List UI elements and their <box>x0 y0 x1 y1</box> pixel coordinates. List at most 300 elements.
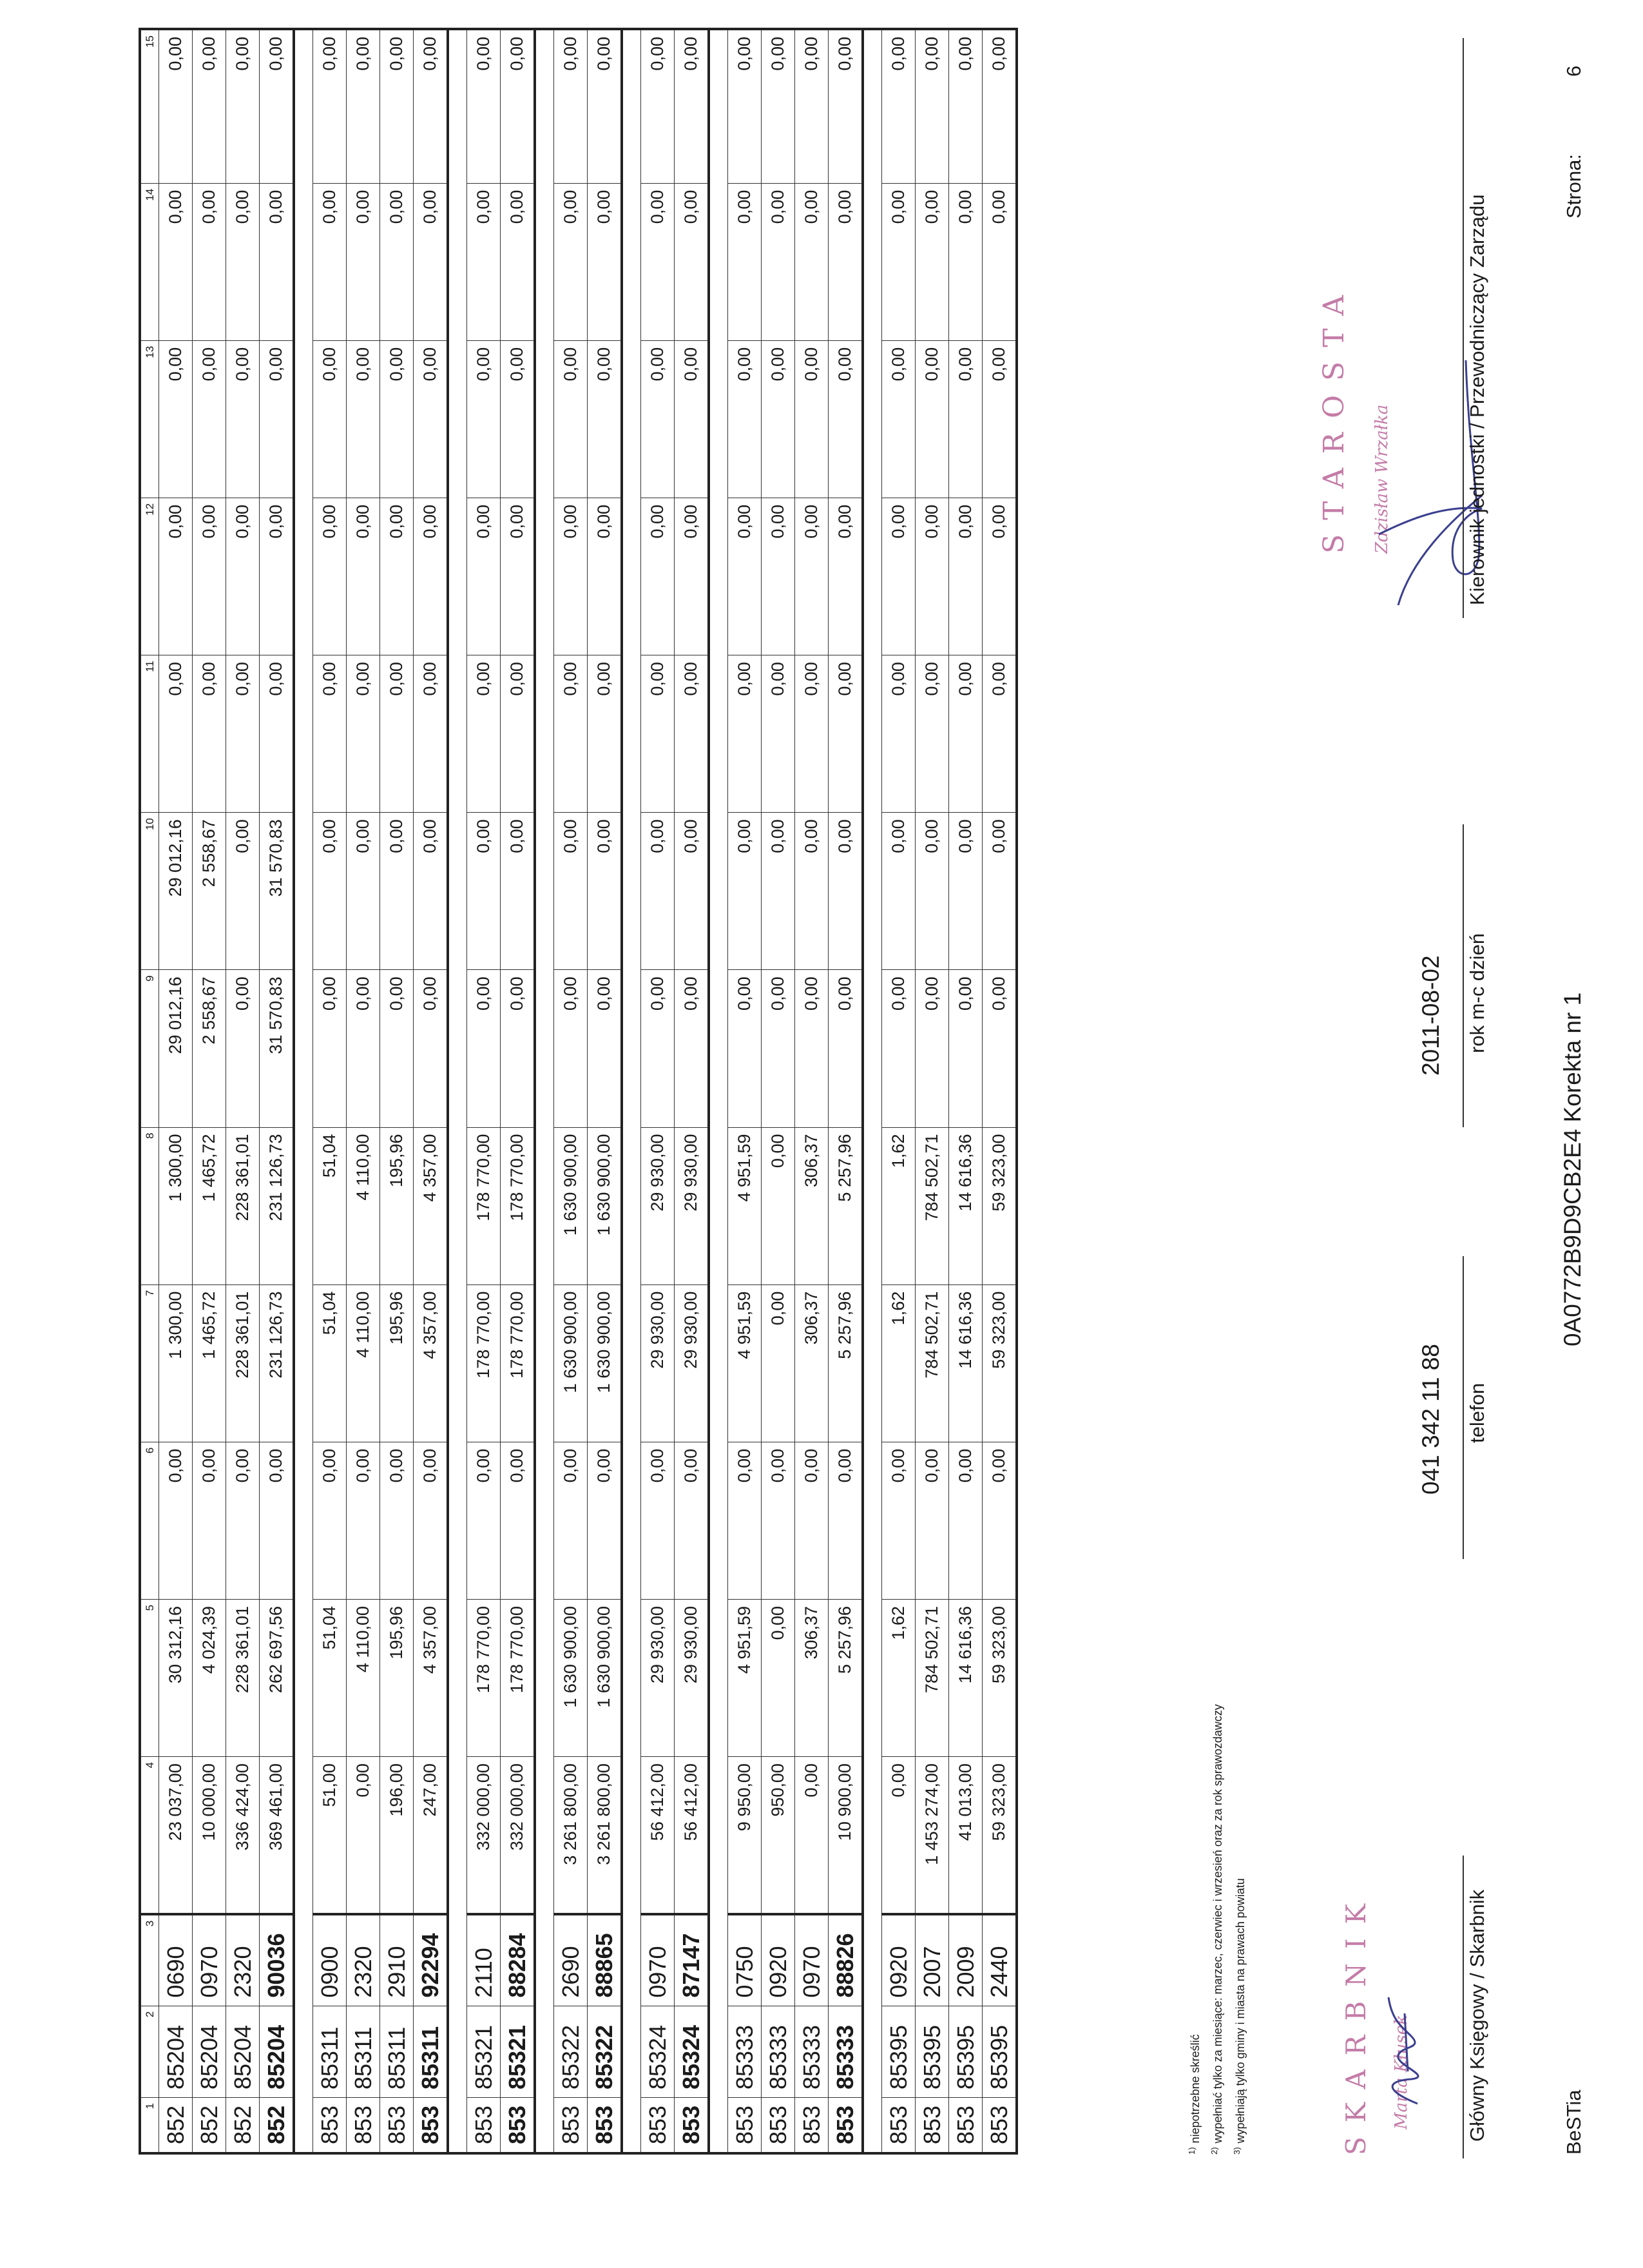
cell-chapter: 85311 <box>313 2006 347 2097</box>
cell-amount: 51,04 <box>313 1127 347 1284</box>
cell-amount: 5 257,96 <box>829 1599 863 1756</box>
cell-amount: 950,00 <box>762 1757 795 1914</box>
cell-amount: 0,00 <box>501 970 535 1127</box>
table-row <box>641 29 675 2153</box>
cell-amount: 195,96 <box>380 1127 414 1284</box>
cell-paragraph: 0750 <box>728 1914 762 2006</box>
cell-amount: 14 616,36 <box>949 1284 983 1442</box>
cell-amount: 0,00 <box>675 183 709 340</box>
cell-amount: 0,00 <box>313 183 347 340</box>
cell-amount: 0,00 <box>588 183 622 340</box>
cell-amount: 0,00 <box>380 1442 414 1599</box>
cell-chapter: 85311 <box>380 2006 414 2097</box>
cell-amount: 0,00 <box>588 813 622 970</box>
cell-paragraph: 0970 <box>193 1914 226 2006</box>
cell-amount: 0,00 <box>795 1442 829 1599</box>
column-number: 8 <box>140 1127 159 1284</box>
cell-amount: 0,00 <box>347 498 380 655</box>
cell-amount: 0,00 <box>193 340 226 498</box>
cell-amount: 0,00 <box>916 498 949 655</box>
cell-amount: 0,00 <box>588 655 622 813</box>
cell-amount: 306,37 <box>795 1599 829 1756</box>
spacer-cell <box>535 29 554 2153</box>
cell-amount: 0,00 <box>467 340 501 498</box>
cell-amount: 0,00 <box>260 183 294 340</box>
cell-amount: 9 950,00 <box>728 1757 762 1914</box>
cell-amount: 0,00 <box>226 340 260 498</box>
cell-amount: 231 126,73 <box>260 1127 294 1284</box>
cell-amount: 0,00 <box>260 655 294 813</box>
cell-amount: 0,00 <box>795 498 829 655</box>
cell-amount: 0,00 <box>347 29 380 183</box>
cell-amount: 5 257,96 <box>829 1127 863 1284</box>
cell-chapter: 85311 <box>347 2006 380 2097</box>
cell-amount: 0,00 <box>226 655 260 813</box>
data-table <box>139 28 1018 2155</box>
cell-amount: 0,00 <box>313 970 347 1127</box>
cell-amount: 0,00 <box>380 340 414 498</box>
cell-amount: 51,00 <box>313 1757 347 1914</box>
cell-amount: 0,00 <box>467 655 501 813</box>
cell-section: 853 <box>588 2098 622 2153</box>
cell-amount: 1 630 900,00 <box>554 1127 588 1284</box>
cell-paragraph: 88865 <box>588 1914 622 2006</box>
cell-amount: 0,00 <box>501 340 535 498</box>
cell-amount: 0,00 <box>159 655 193 813</box>
cell-chapter: 85204 <box>226 2006 260 2097</box>
cell-amount: 1 465,72 <box>193 1127 226 1284</box>
cell-amount: 0,00 <box>414 340 448 498</box>
table-row <box>554 29 588 2153</box>
cell-amount: 0,00 <box>728 655 762 813</box>
column-number: 13 <box>140 340 159 498</box>
cell-amount: 59 323,00 <box>983 1127 1017 1284</box>
cell-chapter: 85322 <box>554 2006 588 2097</box>
cell-amount: 178 770,00 <box>467 1127 501 1284</box>
cell-amount: 0,00 <box>641 813 675 970</box>
treasurer-signature <box>1372 1981 1443 2110</box>
cell-amount: 0,00 <box>554 655 588 813</box>
cell-amount: 0,00 <box>916 970 949 1127</box>
cell-amount: 0,00 <box>949 970 983 1127</box>
cell-section: 853 <box>728 2098 762 2153</box>
cell-amount: 0,00 <box>675 498 709 655</box>
section-spacer <box>709 29 728 2153</box>
cell-amount: 0,00 <box>313 1442 347 1599</box>
cell-amount: 0,00 <box>380 183 414 340</box>
accountant-signature-line <box>1463 1856 1464 2158</box>
table-total-row <box>414 29 448 2153</box>
cell-amount: 0,00 <box>588 970 622 1127</box>
cell-amount: 0,00 <box>762 29 795 183</box>
cell-amount: 0,00 <box>829 655 863 813</box>
cell-amount: 0,00 <box>414 1442 448 1599</box>
cell-amount: 0,00 <box>159 29 193 183</box>
cell-amount: 0,00 <box>159 340 193 498</box>
cell-amount: 23 037,00 <box>159 1757 193 1914</box>
head-label: Kierownik jednostki / Przewodniczący Zarządu <box>1466 194 1488 605</box>
cell-amount: 0,00 <box>983 970 1017 1127</box>
cell-amount: 306,37 <box>795 1284 829 1442</box>
cell-amount: 0,00 <box>762 655 795 813</box>
cell-section: 852 <box>226 2098 260 2153</box>
cell-amount: 1 465,72 <box>193 1284 226 1442</box>
table-row <box>916 29 949 2153</box>
cell-paragraph: 2440 <box>983 1914 1017 2006</box>
cell-amount: 41 013,00 <box>949 1757 983 1914</box>
cell-amount: 29 930,00 <box>675 1127 709 1284</box>
cell-amount: 0,00 <box>226 813 260 970</box>
cell-amount: 4 951,59 <box>728 1599 762 1756</box>
cell-amount: 56 412,00 <box>641 1757 675 1914</box>
cell-amount: 0,00 <box>380 498 414 655</box>
cell-amount: 0,00 <box>226 970 260 1127</box>
cell-amount: 0,00 <box>313 655 347 813</box>
cell-amount: 0,00 <box>983 1442 1017 1599</box>
cell-amount: 0,00 <box>728 340 762 498</box>
cell-chapter: 85333 <box>762 2006 795 2097</box>
cell-amount: 0,00 <box>762 1284 795 1442</box>
cell-amount: 29 930,00 <box>675 1599 709 1756</box>
cell-amount: 0,00 <box>882 813 916 970</box>
cell-amount: 0,00 <box>916 1442 949 1599</box>
cell-paragraph: 88284 <box>501 1914 535 2006</box>
cell-section: 853 <box>829 2098 863 2153</box>
cell-section: 852 <box>260 2098 294 2153</box>
column-number: 10 <box>140 813 159 970</box>
cell-amount: 29 012,16 <box>159 970 193 1127</box>
column-number: 11 <box>140 655 159 813</box>
cell-amount: 1,62 <box>882 1284 916 1442</box>
cell-paragraph: 2007 <box>916 1914 949 2006</box>
cell-amount: 0,00 <box>554 340 588 498</box>
cell-amount: 0,00 <box>467 813 501 970</box>
cell-amount: 0,00 <box>554 183 588 340</box>
treasurer-stamp: SKARBNIK <box>1340 1890 1372 2155</box>
cell-amount: 0,00 <box>193 498 226 655</box>
cell-amount: 0,00 <box>882 340 916 498</box>
cell-amount: 0,00 <box>380 29 414 183</box>
table-total-row <box>260 29 294 2153</box>
cell-amount: 29 930,00 <box>641 1599 675 1756</box>
footnote-3: $^{3)}$wypełniają tylko gminy i miasta na prawach powiatu <box>1232 1878 1247 2155</box>
cell-amount: 4 357,00 <box>414 1284 448 1442</box>
cell-amount: 0,00 <box>829 1442 863 1599</box>
date-label: rok m-c dzień <box>1466 933 1488 1053</box>
cell-amount: 59 323,00 <box>983 1284 1017 1442</box>
cell-paragraph: 2110 <box>467 1914 501 2006</box>
cell-amount: 1 300,00 <box>159 1127 193 1284</box>
cell-amount: 14 616,36 <box>949 1127 983 1284</box>
cell-chapter: 85311 <box>414 2006 448 2097</box>
cell-amount: 0,00 <box>728 813 762 970</box>
cell-amount: 0,00 <box>762 1442 795 1599</box>
cell-amount: 0,00 <box>313 340 347 498</box>
cell-amount: 0,00 <box>414 813 448 970</box>
column-number: 14 <box>140 183 159 340</box>
cell-amount: 306,37 <box>795 1127 829 1284</box>
cell-amount: 0,00 <box>728 1442 762 1599</box>
cell-amount: 0,00 <box>641 498 675 655</box>
cell-amount: 0,00 <box>762 970 795 1127</box>
cell-amount: 0,00 <box>347 340 380 498</box>
table-row <box>762 29 795 2153</box>
cell-amount: 0,00 <box>728 970 762 1127</box>
cell-amount: 0,00 <box>762 498 795 655</box>
table-total-row <box>675 29 709 2153</box>
cell-amount: 0,00 <box>882 970 916 1127</box>
cell-amount: 0,00 <box>641 183 675 340</box>
cell-amount: 0,00 <box>829 29 863 183</box>
cell-amount: 0,00 <box>467 498 501 655</box>
starosta-stamp: STAROSTA <box>1318 281 1350 554</box>
cell-amount: 0,00 <box>380 970 414 1127</box>
cell-amount: 59 323,00 <box>983 1599 1017 1756</box>
cell-amount: 784 502,71 <box>916 1127 949 1284</box>
cell-amount: 178 770,00 <box>501 1599 535 1756</box>
cell-amount: 0,00 <box>159 498 193 655</box>
column-number: 12 <box>140 498 159 655</box>
cell-paragraph: 0920 <box>882 1914 916 2006</box>
cell-amount: 369 461,00 <box>260 1757 294 1914</box>
cell-amount: 51,04 <box>313 1284 347 1442</box>
table-row <box>380 29 414 2153</box>
cell-amount: 0,00 <box>949 813 983 970</box>
treasurer-stamp-name: Marta Kłusek <box>1392 2015 1411 2129</box>
cell-amount: 1,62 <box>882 1599 916 1756</box>
cell-amount: 0,00 <box>347 813 380 970</box>
cell-amount: 0,00 <box>829 970 863 1127</box>
cell-amount: 0,00 <box>313 498 347 655</box>
cell-amount: 0,00 <box>260 1442 294 1599</box>
date-value: 2011-08-02 <box>1417 955 1444 1076</box>
column-number-row <box>140 29 159 2153</box>
cell-amount: 0,00 <box>882 1442 916 1599</box>
cell-amount: 0,00 <box>554 29 588 183</box>
cell-section: 853 <box>554 2098 588 2153</box>
cell-amount: 0,00 <box>675 655 709 813</box>
cell-amount: 29 930,00 <box>641 1127 675 1284</box>
cell-amount: 0,00 <box>347 183 380 340</box>
cell-amount: 4 110,00 <box>347 1127 380 1284</box>
cell-amount: 59 323,00 <box>983 1757 1017 1914</box>
cell-amount: 1 300,00 <box>159 1284 193 1442</box>
table-row <box>467 29 501 2153</box>
cell-amount: 0,00 <box>762 1127 795 1284</box>
cell-amount: 0,00 <box>501 183 535 340</box>
cell-amount: 0,00 <box>728 498 762 655</box>
table-row <box>193 29 226 2153</box>
cell-amount: 784 502,71 <box>916 1599 949 1756</box>
column-number: 1 <box>140 2098 159 2153</box>
cell-amount: 0,00 <box>728 183 762 340</box>
cell-amount: 0,00 <box>795 183 829 340</box>
cell-amount: 4 024,39 <box>193 1599 226 1756</box>
cell-amount: 228 361,01 <box>226 1284 260 1442</box>
footnote-2: $^{2)}$wypełniać tylko za miesiące: marzec, czerwiec i wrzesień oraz za rok sprawozdawczy <box>1209 1704 1224 2155</box>
cell-amount: 10 000,00 <box>193 1757 226 1914</box>
cell-amount: 0,00 <box>949 29 983 183</box>
cell-paragraph: 0690 <box>159 1914 193 2006</box>
cell-paragraph: 2690 <box>554 1914 588 2006</box>
cell-chapter: 85204 <box>260 2006 294 2097</box>
column-number: 15 <box>140 29 159 183</box>
cell-amount: 0,00 <box>380 813 414 970</box>
cell-amount: 178 770,00 <box>501 1284 535 1442</box>
starosta-stamp-name: Zdzisław Wrzałka <box>1372 404 1392 554</box>
cell-paragraph: 92294 <box>414 1914 448 2006</box>
cell-chapter: 85333 <box>795 2006 829 2097</box>
cell-amount: 0,00 <box>347 1442 380 1599</box>
cell-amount: 31 570,83 <box>260 813 294 970</box>
cell-section: 853 <box>641 2098 675 2153</box>
cell-amount: 0,00 <box>193 655 226 813</box>
cell-section: 853 <box>949 2098 983 2153</box>
cell-amount: 0,00 <box>949 183 983 340</box>
cell-amount: 0,00 <box>728 29 762 183</box>
cell-amount: 0,00 <box>829 340 863 498</box>
cell-section: 853 <box>795 2098 829 2153</box>
cell-paragraph: 2320 <box>347 1914 380 2006</box>
column-number: 9 <box>140 970 159 1127</box>
cell-chapter: 85395 <box>949 2006 983 2097</box>
table-body <box>140 29 1017 2153</box>
cell-amount: 0,00 <box>159 1442 193 1599</box>
cell-amount: 0,00 <box>675 1442 709 1599</box>
cell-amount: 178 770,00 <box>501 1127 535 1284</box>
spacer-cell <box>863 29 882 2153</box>
cell-amount: 0,00 <box>467 970 501 1127</box>
spacer-cell <box>294 29 313 2153</box>
cell-section: 852 <box>159 2098 193 2153</box>
cell-paragraph: 90036 <box>260 1914 294 2006</box>
cell-amount: 0,00 <box>554 498 588 655</box>
cell-amount: 0,00 <box>882 1757 916 1914</box>
cell-paragraph: 2009 <box>949 1914 983 2006</box>
cell-amount: 0,00 <box>414 655 448 813</box>
cell-amount: 0,00 <box>983 655 1017 813</box>
cell-paragraph: 0970 <box>795 1914 829 2006</box>
spacer-cell <box>709 29 728 2153</box>
cell-amount: 0,00 <box>226 29 260 183</box>
column-number: 6 <box>140 1442 159 1599</box>
cell-amount: 332 000,00 <box>501 1757 535 1914</box>
column-number: 3 <box>140 1914 159 2006</box>
cell-amount: 196,00 <box>380 1757 414 1914</box>
cell-chapter: 85333 <box>728 2006 762 2097</box>
cell-amount: 3 261 800,00 <box>588 1757 622 1914</box>
cell-amount: 0,00 <box>762 340 795 498</box>
table-total-row <box>588 29 622 2153</box>
cell-amount: 336 424,00 <box>226 1757 260 1914</box>
cell-amount: 0,00 <box>675 970 709 1127</box>
column-number: 4 <box>140 1757 159 1914</box>
cell-amount: 4 110,00 <box>347 1284 380 1442</box>
column-number: 7 <box>140 1284 159 1442</box>
cell-amount: 0,00 <box>414 970 448 1127</box>
phone-line <box>1463 1256 1464 1559</box>
cell-amount: 0,00 <box>414 29 448 183</box>
cell-section: 853 <box>882 2098 916 2153</box>
cell-amount: 0,00 <box>226 498 260 655</box>
cell-amount: 0,00 <box>916 655 949 813</box>
cell-amount: 2 558,67 <box>193 970 226 1127</box>
table-total-row <box>501 29 535 2153</box>
cell-amount: 14 616,36 <box>949 1599 983 1756</box>
document-id: 0A0772B9D9CB2E4 Korekta nr 1 <box>1559 992 1586 1346</box>
table-row <box>313 29 347 2153</box>
cell-amount: 0,00 <box>641 655 675 813</box>
phone-value: 041 342 11 88 <box>1417 1344 1444 1495</box>
cell-amount: 0,00 <box>829 813 863 970</box>
cell-amount: 0,00 <box>467 29 501 183</box>
cell-chapter: 85395 <box>983 2006 1017 2097</box>
cell-amount: 0,00 <box>313 29 347 183</box>
cell-amount: 0,00 <box>762 183 795 340</box>
column-number: 5 <box>140 1599 159 1756</box>
cell-amount: 0,00 <box>641 29 675 183</box>
cell-section: 853 <box>313 2098 347 2153</box>
cell-amount: 0,00 <box>193 1442 226 1599</box>
cell-section: 853 <box>762 2098 795 2153</box>
cell-amount: 0,00 <box>641 1442 675 1599</box>
cell-amount: 10 900,00 <box>829 1757 863 1914</box>
section-spacer <box>863 29 882 2153</box>
table-row <box>226 29 260 2153</box>
cell-amount: 0,00 <box>554 1442 588 1599</box>
cell-chapter: 85322 <box>588 2006 622 2097</box>
cell-amount: 0,00 <box>882 29 916 183</box>
cell-chapter: 85395 <box>916 2006 949 2097</box>
cell-amount: 1 630 900,00 <box>554 1284 588 1442</box>
cell-amount: 0,00 <box>795 970 829 1127</box>
cell-amount: 4 110,00 <box>347 1599 380 1756</box>
cell-section: 853 <box>675 2098 709 2153</box>
cell-amount: 0,00 <box>916 29 949 183</box>
cell-amount: 231 126,73 <box>260 1284 294 1442</box>
cell-amount: 3 261 800,00 <box>554 1757 588 1914</box>
cell-amount: 29 930,00 <box>641 1284 675 1442</box>
cell-amount: 0,00 <box>983 183 1017 340</box>
cell-paragraph: 2320 <box>226 1914 260 2006</box>
software-name: BeSTia <box>1562 2089 1585 2155</box>
cell-chapter: 85204 <box>159 2006 193 2097</box>
cell-amount: 262 697,56 <box>260 1599 294 1756</box>
cell-amount: 0,00 <box>554 970 588 1127</box>
cell-amount: 0,00 <box>795 1757 829 1914</box>
cell-amount: 2 558,67 <box>193 813 226 970</box>
cell-chapter: 85321 <box>501 2006 535 2097</box>
cell-amount: 0,00 <box>260 340 294 498</box>
cell-amount: 178 770,00 <box>467 1284 501 1442</box>
cell-chapter: 85395 <box>882 2006 916 2097</box>
cell-amount: 0,00 <box>949 1442 983 1599</box>
cell-amount: 56 412,00 <box>675 1757 709 1914</box>
phone-label: telefon <box>1466 1382 1488 1443</box>
cell-amount: 0,00 <box>882 655 916 813</box>
table-row <box>795 29 829 2153</box>
cell-amount: 0,00 <box>641 340 675 498</box>
cell-amount: 1 630 900,00 <box>588 1127 622 1284</box>
cell-amount: 332 000,00 <box>467 1757 501 1914</box>
table-total-row <box>829 29 863 2153</box>
cell-amount: 1,62 <box>882 1127 916 1284</box>
section-spacer <box>294 29 313 2153</box>
cell-amount: 4 357,00 <box>414 1127 448 1284</box>
cell-amount: 4 951,59 <box>728 1127 762 1284</box>
cell-amount: 0,00 <box>226 183 260 340</box>
cell-amount: 0,00 <box>193 183 226 340</box>
